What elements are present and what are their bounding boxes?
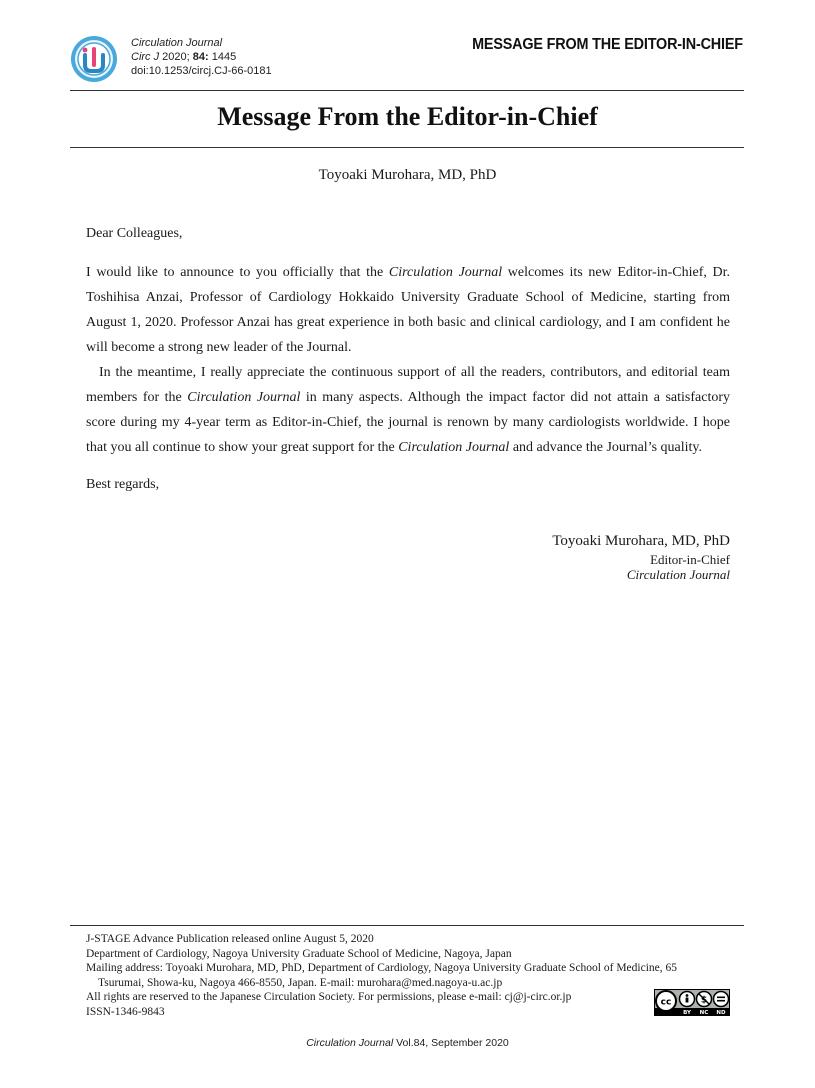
journal-name-italic: Circulation Journal [388,265,503,280]
license-label-nd: ND [716,1010,726,1016]
author-line: Toyoaki Murohara, MD, PhD [318,167,497,183]
journal-name: Circulation Journal [131,37,223,49]
cc-by-nc-nd-icon[interactable] [654,989,730,1016]
citation-year: 2020; [162,51,190,63]
citation-abbrev: Circ J [131,51,160,63]
circulation-journal-logo-icon [70,35,118,83]
journal-name-italic: Circulation Journal [187,390,301,405]
issn: ISSN-1346-9843 [86,1005,165,1018]
footer-journal-name: Circulation Journal [306,1037,394,1049]
footnotes [86,932,746,1019]
paragraph-2-text-a: In the meantime, I really appreciate the continuous support of all the readers, contributors, and editorial team members for the [86,365,730,405]
doi: doi:10.1253/circj.CJ-66-0181 [131,65,272,77]
article-body [86,260,730,460]
footnote-rule [70,925,744,926]
salutation: Dear Colleagues, [86,226,183,241]
mailing-address-2: Tsurumai, Showa-ku, Nagoya 466-8550, Japan. E-mail: murohara@med.nagoya-u.ac.jp [98,976,503,989]
signature-name: Toyoaki Murohara, MD, PhD [552,533,730,549]
license-label-cc: cc [660,997,672,1008]
page-footer [0,1037,815,1049]
footer-volume-date: Vol.84, September 2020 [396,1037,509,1049]
license-label-by: BY [683,1010,691,1016]
citation-page: 1445 [211,51,237,63]
paragraph-1-text-b: welcomes its new Editor-in-Chief, Dr. Toshihisa Anzai, Professor of Cardiology Hokkaido University Graduate School of Medicine, starting from August 1, 2020. Professor Anzai has great experience in both basic and clinical cardiology, and I am confident he will become a strong new leader of the Journal. [86,265,731,355]
citation-volume: 84: [192,51,209,63]
rights-note: All rights are reserved to the Japanese Circulation Society. For permissions, please e-mail: cj@j-circ.or.jp [86,991,572,1003]
journal-name-italic: Circulation Journal [398,440,510,455]
mailing-address-1: Mailing address: Toyoaki Murohara, MD, PhD, Department of Cardiology, Nagoya University Graduate School of Medicine, 65 [86,962,678,974]
article-title: Message From the Editor-in-Chief [217,102,598,131]
paragraph-2-text-b: in many aspects. Although the impact factor did not attain a satisfactory score during my 4-year term as Editor-in-Chief, the journal is renown by many cardiologists worldwide. I hope that you all continue to show your great support for the [86,390,730,455]
signature-role: Editor-in-Chief [650,552,730,567]
title-rule [70,147,744,148]
closing: Best regards, [86,477,160,492]
department-note: Department of Cardiology, Nagoya University Graduate School of Medicine, Nagoya, Japan [86,947,512,960]
paragraph-2 [86,360,730,460]
paragraph-1 [86,260,730,360]
header-rule [70,90,744,91]
section-label: MESSAGE FROM THE EDITOR-IN-CHIEF [472,36,743,53]
svg-text:$: $ [700,995,708,1006]
citation [131,50,272,64]
paragraph-2-text-c: and advance the Journal’s quality. [509,440,703,455]
journal-meta [131,36,272,78]
paragraph-1-text-a: I would like to announce to you officially that the [86,265,389,280]
signature-journal: Circulation Journal [626,567,730,582]
license-label-nc: NC [699,1010,709,1016]
publication-note: J-STAGE Advance Publication released online August 5, 2020 [86,933,374,945]
